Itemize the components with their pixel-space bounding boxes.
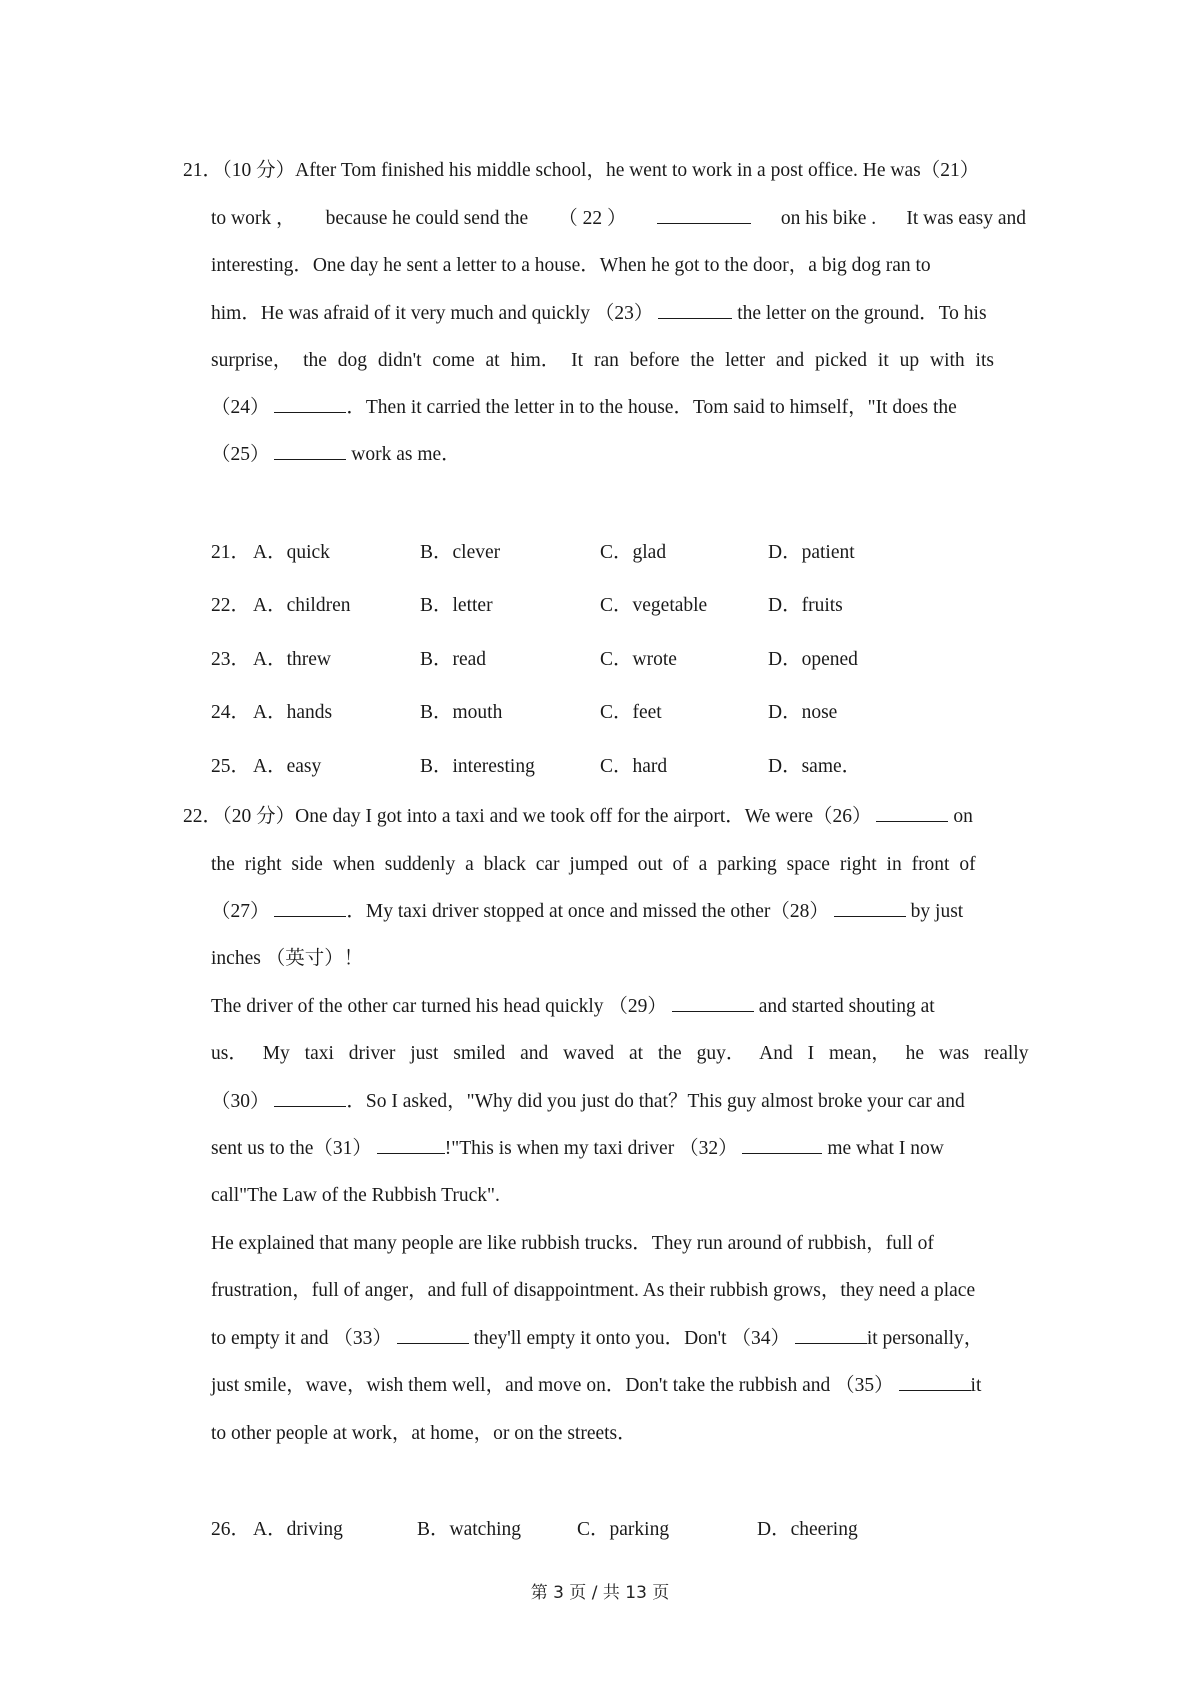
q22-score: （20 分） bbox=[222, 806, 296, 827]
q22-line-3: （27） ．My taxi driver stopped at once and missed the other（28） by just bbox=[211, 898, 963, 926]
q21-number: 21． bbox=[183, 160, 223, 181]
exam-page: 21．（10 分）After Tom finished his middle school，he went to work in a post office. He was（21） to work ， because he could send the （ 22 ） on his bike . It was easy and interesting．One day he sent a letter to a house．When he got to the door，a big dog ran to him．He was afraid of it very much and quickly （23） the letter on the ground．To his surprise， the dog didn't come at him． It ran before the letter and picked it up with its （24） ．Then it carried the letter in to the house．Tom said to himself，"It does the （25） work as me． 21． A．quick B．clever C．glad D．patient 22． A．children B．letter C．vegetable D．fruits 23． A．threw B．read C．wrote D．opened 24． A．hands B．mouth C．feet D．nose 25． A．easy B．interesting C．hard D．same． 22．（20 分）One day I got into a taxi and we took off for the airport．We were（26） on the right side when suddenly a black car jumped out of a parking space right in front of （27） ．My taxi driver stopped at once and missed the other（28） by just inches （英寸）！ The driver of the other car turned his head quickly （29） and started shouting at us． My taxi driver just smiled and waved at the guy． And I mean， he was really （30） ．So I asked，"Why did you just do that？This guy almost broke your car and sent us to the（31） !"This is when my taxi driver （32） me what I now call"The Law of the Rubbish Truck". He explained that many people are like rubbish trucks．They run around of rubbish，full of frustration，full of anger，and full of disappointment. As their rubbish grows，they need a place to empty it and （33） they'll empty it onto you．Don't （34） it personally， just smile，wave，wish them well，and move on．Don't take the rubbish and （35） it to other people at work，at home，or on the streets． 26． A．driving B．watching C．parking D．cheering 第 3 页 / 共 13 页 bbox=[0, 0, 1200, 1698]
q21-line-2: to work ， because he could send the （ 22 ） on his bike . It was easy and bbox=[211, 205, 1026, 233]
q22-line-12: to empty it and （33） they'll empty it onto you．Don't （34） it personally， bbox=[211, 1325, 983, 1353]
q22-line-7: （30） ．So I asked，"Why did you just do that？This guy almost broke your car and bbox=[211, 1088, 965, 1116]
blank-31 bbox=[377, 1135, 445, 1154]
blank-28 bbox=[834, 898, 906, 917]
blank-35 bbox=[899, 1372, 971, 1391]
q21-line-4: him．He was afraid of it very much and quickly （23） the letter on the ground．To his bbox=[211, 300, 987, 328]
blank-29 bbox=[672, 993, 754, 1012]
blank-33 bbox=[397, 1325, 469, 1344]
q21-line-5: surprise， the dog didn't come at him． It ran before the letter and picked it up with its bbox=[211, 350, 994, 371]
q22-line-14: to other people at work，at home，or on the streets． bbox=[211, 1423, 637, 1444]
blank-25 bbox=[274, 441, 346, 460]
q21-line-3: interesting．One day he sent a letter to a house．When he got to the door，a big dog ran to bbox=[211, 255, 931, 276]
q21-text-1: After Tom finished his middle school，he went to work in a post office. He was（21） bbox=[295, 160, 980, 181]
q22-line-4: inches （英寸）！ bbox=[211, 948, 364, 969]
blank-30 bbox=[274, 1088, 346, 1107]
q22-line-9: call"The Law of the Rubbish Truck". bbox=[211, 1185, 500, 1206]
q22-line-2: the right side when suddenly a black car jumped out of a parking space right in front of bbox=[211, 854, 976, 875]
q22-line-10: He explained that many people are like rubbish trucks．They run around of rubbish，full of bbox=[211, 1233, 934, 1254]
q22-line-8: sent us to the（31） !"This is when my taxi driver （32） me what I now bbox=[211, 1135, 944, 1163]
blank-34 bbox=[795, 1325, 867, 1344]
blank-22 bbox=[657, 205, 751, 224]
q22-line-1: 22．（20 分）One day I got into a taxi and we took off for the airport．We were（26） on bbox=[183, 803, 973, 831]
q22-number: 22． bbox=[183, 806, 223, 827]
blank-26 bbox=[876, 803, 948, 822]
q22-line-11: frustration，full of anger，and full of disappointment. As their rubbish grows，they need a place bbox=[211, 1280, 976, 1301]
blank-23 bbox=[658, 300, 732, 319]
q21-score: （10 分） bbox=[222, 160, 296, 181]
q21-line-7: （25） work as me． bbox=[211, 441, 461, 469]
blank-32 bbox=[742, 1135, 822, 1154]
q22-line-6: us． My taxi driver just smiled and waved at the guy． And I mean， he was really bbox=[211, 1043, 1029, 1064]
q21-line-6: （24） ．Then it carried the letter in to the house．Tom said to himself，"It does the bbox=[211, 394, 957, 422]
blank-24 bbox=[274, 394, 346, 413]
blank-27 bbox=[274, 898, 346, 917]
q22-line-13: just smile，wave，wish them well，and move on．Don't take the rubbish and （35） it bbox=[211, 1372, 981, 1400]
page-footer: 第 3 页 / 共 13 页 bbox=[530, 1583, 670, 1603]
q22-line-5: The driver of the other car turned his head quickly （29） and started shouting at bbox=[211, 993, 935, 1021]
q21-line-1 bbox=[183, 157, 1038, 185]
